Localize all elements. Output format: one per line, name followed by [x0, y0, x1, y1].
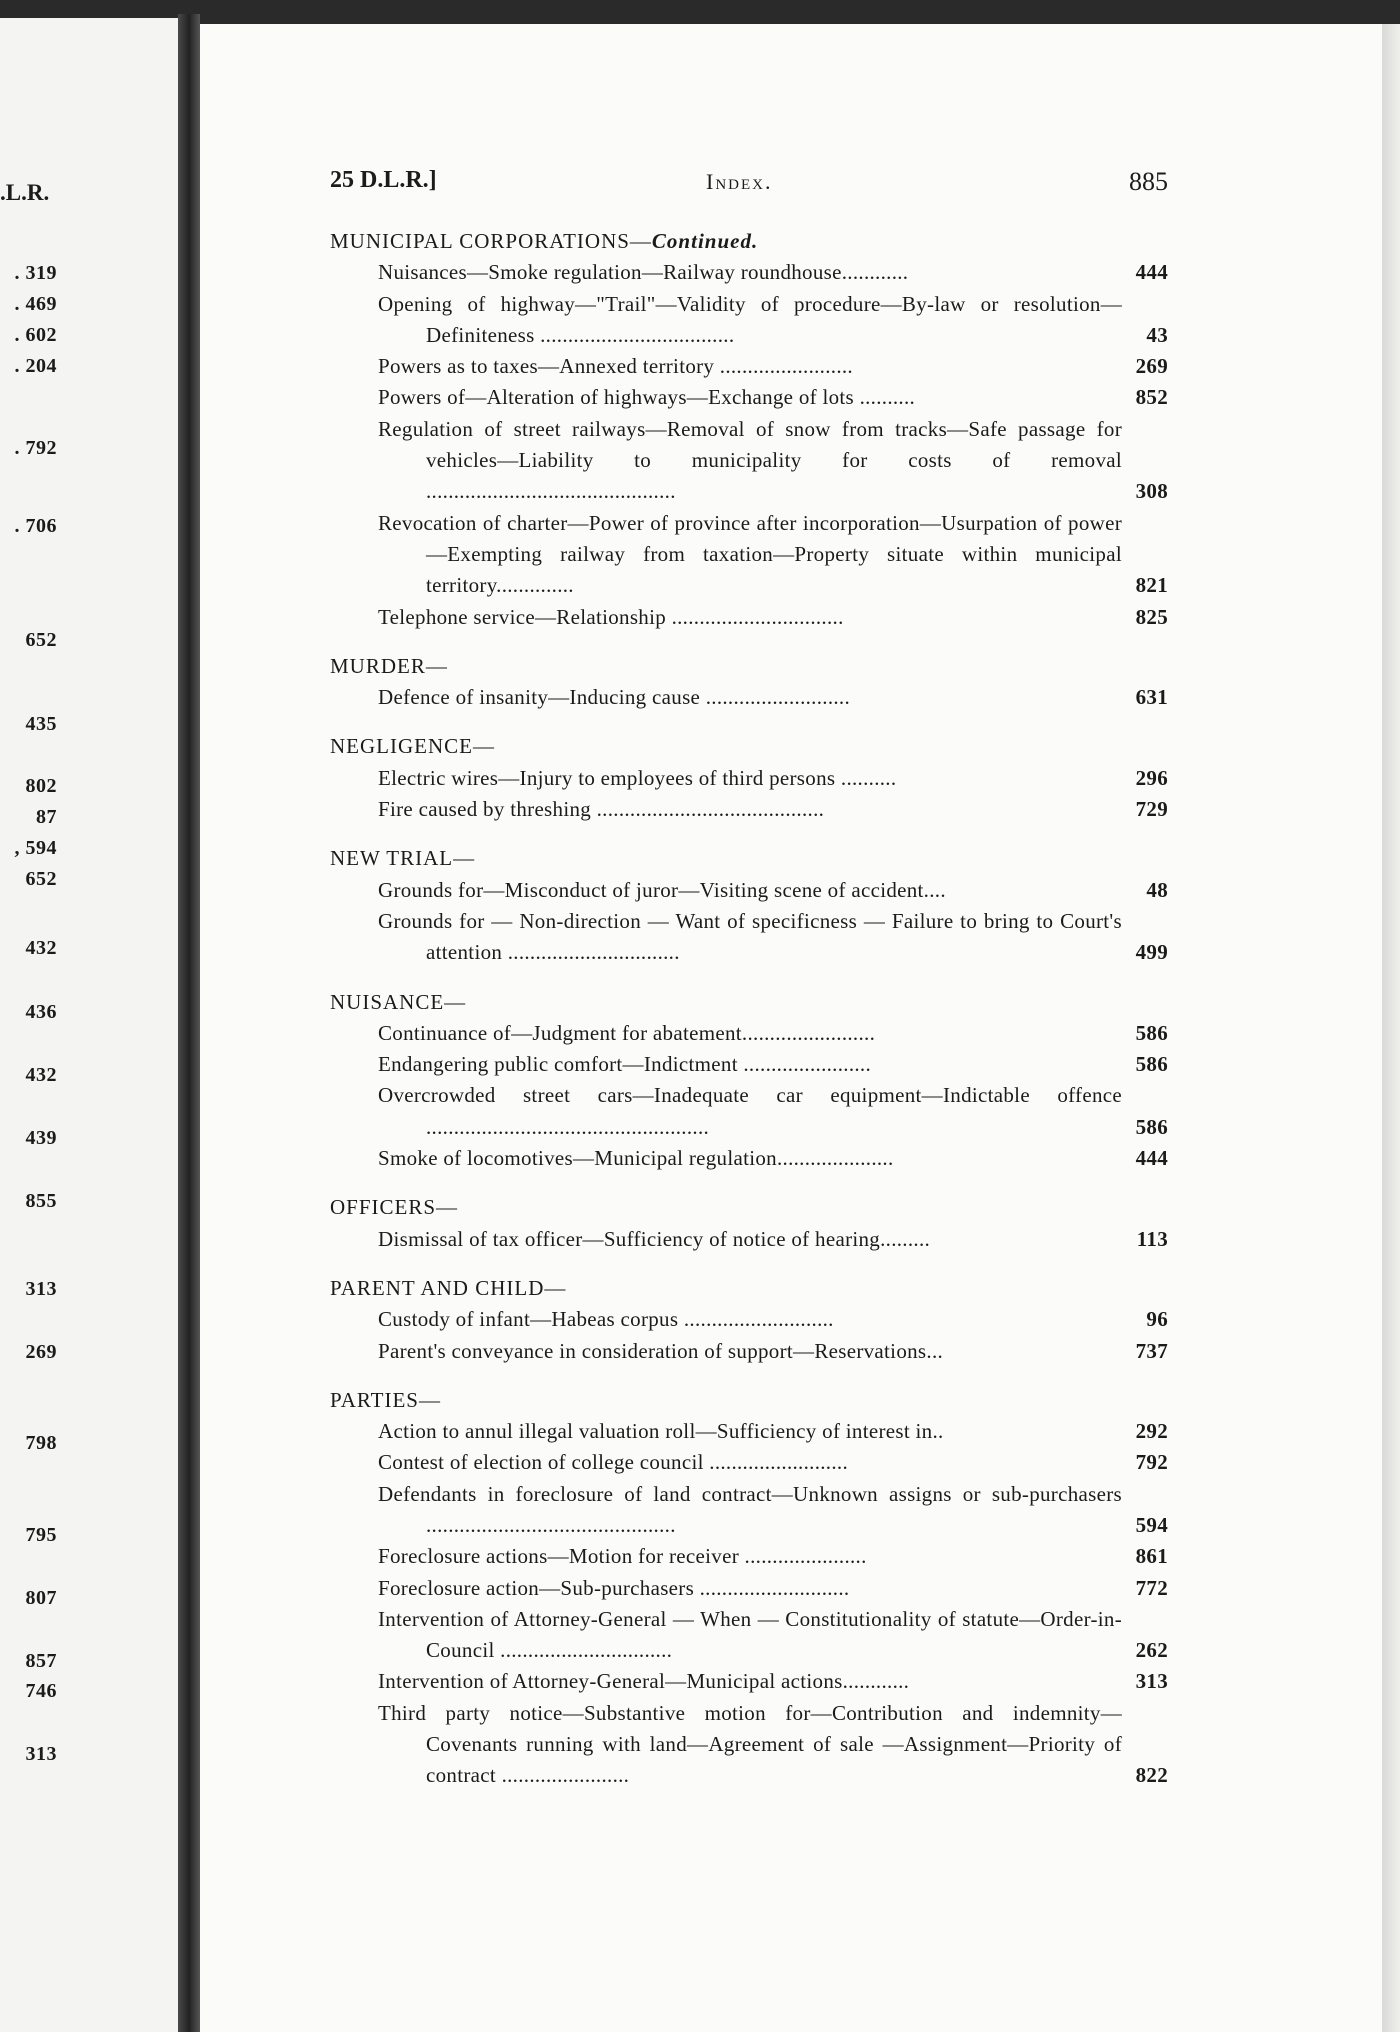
index-entry — [330, 1336, 1168, 1367]
section-heading-text: NUISANCE— — [330, 989, 467, 1014]
entry-page-reference: 586 — [1135, 1052, 1168, 1077]
index-entry — [330, 1049, 1168, 1080]
index-section — [330, 1273, 1168, 1367]
entry-page-reference: 594 — [1135, 1512, 1168, 1537]
left-page-number: 269 — [25, 1341, 57, 1363]
entry-page-reference: 113 — [1136, 1226, 1168, 1251]
left-page-number: 435 — [25, 713, 57, 735]
index-entry — [330, 875, 1168, 906]
index-entry — [330, 1666, 1168, 1697]
left-page-number: 652 — [25, 629, 57, 651]
section-heading — [330, 843, 1168, 874]
index-section — [330, 987, 1168, 1175]
entry-page-reference: 296 — [1135, 765, 1168, 790]
entry-text: Powers of—Alteration of highways—Exchange of lots .......... — [378, 385, 916, 410]
section-heading — [330, 1385, 1168, 1416]
entry-page-reference: 586 — [1135, 1114, 1168, 1139]
left-page-number: 798 — [25, 1432, 57, 1454]
entry-text: Foreclosure action—Sub-purchasers ........................... — [378, 1575, 850, 1600]
index-section — [330, 843, 1168, 968]
index-entry — [330, 794, 1168, 825]
left-page-number: . 792 — [14, 437, 57, 459]
section-heading — [330, 1273, 1168, 1304]
entry-text: Electric wires—Injury to employees of third persons .......... — [378, 765, 897, 790]
entry-page-reference: 852 — [1135, 385, 1168, 410]
index-entry — [330, 1447, 1168, 1478]
left-page-number: 439 — [25, 1127, 57, 1149]
entry-page-reference: 586 — [1135, 1020, 1168, 1045]
index-section — [330, 1385, 1168, 1792]
entry-text: Powers as to taxes—Annexed territory ........................ — [378, 354, 853, 379]
section-heading-text: MUNICIPAL CORPORATIONS— — [330, 229, 652, 253]
entry-text: Intervention of Attorney-General — When — Constitutionality of statute—Order-in-Council ............................... — [378, 1606, 1122, 1663]
entry-page-reference: 308 — [1135, 479, 1168, 504]
index-entry — [330, 763, 1168, 794]
section-heading-text: NEGLIGENCE— — [330, 734, 495, 759]
entry-text: Dismissal of tax officer—Sufficiency of notice of hearing......... — [378, 1226, 931, 1251]
section-heading — [330, 731, 1168, 762]
index-entry — [330, 1304, 1168, 1335]
entry-text: Foreclosure actions—Motion for receiver ...................... — [378, 1544, 867, 1569]
entry-page-reference: 772 — [1135, 1575, 1168, 1600]
entry-text: Action to annul illegal valuation roll—Sufficiency of interest in.. — [378, 1419, 944, 1444]
left-page-number: . 204 — [14, 355, 57, 377]
entry-text: Defence of insanity—Inducing cause .......................... — [378, 685, 851, 710]
left-page-number: 436 — [25, 1001, 57, 1023]
entry-page-reference: 822 — [1135, 1763, 1168, 1788]
section-heading-text: NEW TRIAL— — [330, 846, 476, 871]
entry-page-reference: 631 — [1135, 685, 1168, 710]
running-head-title: Index. — [706, 169, 773, 194]
entry-text: Regulation of street railways—Removal of snow from tracks—Safe passage for vehicles—Liability to municipality for costs of removal ............................................. — [378, 416, 1122, 504]
scan-top-border — [0, 0, 1400, 26]
left-page-number: 795 — [25, 1524, 57, 1546]
index-entry — [330, 1416, 1168, 1447]
entry-text: Defendants in foreclosure of land contract—Unknown assigns or sub-purchasers ............................................. — [378, 1481, 1122, 1537]
section-heading-text: PARTIES— — [330, 1387, 441, 1412]
entry-page-reference: 792 — [1135, 1450, 1168, 1475]
entry-text: Intervention of Attorney-General—Municipal actions............ — [378, 1669, 910, 1694]
index-section — [330, 1192, 1168, 1255]
running-head-volume: 25 D.L.R.] — [330, 167, 437, 193]
section-heading — [330, 226, 1168, 257]
left-page-number: 313 — [25, 1278, 57, 1300]
index-entry — [330, 351, 1168, 382]
entry-page-reference: 96 — [1146, 1307, 1168, 1332]
index-entry — [330, 414, 1168, 508]
left-page-number: 802 — [25, 775, 57, 797]
left-page-number: 432 — [25, 1064, 57, 1086]
entry-page-reference: 43 — [1146, 322, 1168, 347]
entry-page-reference: 825 — [1135, 604, 1168, 629]
index-entry — [330, 1018, 1168, 1049]
entry-text: Fire caused by threshing ......................................... — [378, 797, 825, 822]
entry-text: Custody of infant—Habeas corpus ........................... — [378, 1307, 834, 1332]
book-gutter — [178, 14, 200, 2032]
section-heading-text: OFFICERS— — [330, 1195, 459, 1220]
section-heading-text: PARENT AND CHILD— — [330, 1275, 567, 1300]
entry-page-reference: 313 — [1135, 1669, 1168, 1694]
entry-page-reference: 861 — [1135, 1544, 1168, 1569]
page-number: 885 — [1129, 167, 1168, 196]
index-entry — [330, 1080, 1168, 1143]
entry-text: Contest of election of college council ......................... — [378, 1450, 849, 1475]
entry-page-reference: 499 — [1135, 940, 1168, 965]
index-entry — [330, 602, 1168, 633]
index-entry — [330, 682, 1168, 713]
index-entry — [330, 906, 1168, 969]
index-entry — [330, 508, 1168, 602]
entry-text: Grounds for—Misconduct of juror—Visiting scene of accident.... — [378, 877, 946, 902]
left-page-number: . 602 — [14, 324, 57, 346]
entry-page-reference: 292 — [1135, 1419, 1168, 1444]
index-entry — [330, 1604, 1168, 1667]
entry-text: Opening of highway—"Trail"—Validity of procedure—By-law or resolution—Definiteness ................................... — [378, 291, 1122, 347]
section-heading — [330, 651, 1168, 682]
entry-page-reference: 821 — [1135, 573, 1168, 598]
left-page-number: 807 — [25, 1587, 57, 1609]
index-entry — [330, 289, 1168, 352]
left-page-number: , 594 — [14, 837, 57, 859]
entry-text: Endangering public comfort—Indictment ....................... — [378, 1052, 872, 1077]
entry-text: Grounds for — Non-direction — Want of specificness — Failure to bring to Court's attention ............................... — [378, 908, 1122, 965]
section-heading — [330, 987, 1168, 1018]
index-entry — [330, 1698, 1168, 1792]
left-page-header: .L.R. — [0, 180, 50, 205]
left-page-number: . 469 — [14, 293, 57, 315]
index-section — [330, 731, 1168, 825]
entry-text: Nuisances—Smoke regulation—Railway roundhouse............ — [378, 260, 909, 285]
left-page-number: 857 — [25, 1650, 57, 1672]
section-heading-text: MURDER— — [330, 653, 448, 678]
index-entry — [330, 1479, 1168, 1542]
entry-text: Smoke of locomotives—Municipal regulation..................... — [378, 1146, 894, 1171]
index-content — [330, 226, 1168, 1792]
entry-page-reference: 48 — [1146, 877, 1168, 902]
index-entry — [330, 1143, 1168, 1174]
entry-text: Continuance of—Judgment for abatement........................ — [378, 1020, 876, 1045]
page-edge — [1382, 24, 1400, 2032]
left-page-number: 313 — [25, 1743, 57, 1765]
entry-text: Overcrowded street cars—Inadequate car equipment—Indictable offence ................................................... — [378, 1083, 1122, 1139]
entry-text: Parent's conveyance in consideration of support—Reservations... — [378, 1338, 944, 1363]
entry-page-reference: 729 — [1135, 797, 1168, 822]
left-page-number: 855 — [25, 1190, 57, 1212]
index-section — [330, 226, 1168, 633]
left-page-number: 87 — [36, 806, 57, 828]
index-entry — [330, 1573, 1168, 1604]
left-page-number: . 319 — [14, 262, 57, 284]
index-entry — [330, 257, 1168, 288]
left-page-number: 652 — [25, 868, 57, 890]
left-page-number: 432 — [25, 937, 57, 959]
index-entry — [330, 382, 1168, 413]
index-entry — [330, 1224, 1168, 1255]
left-page-fragment — [0, 18, 178, 2032]
section-heading-suffix: Continued. — [651, 229, 759, 253]
entry-page-reference: 444 — [1135, 260, 1168, 285]
left-page-number: . 706 — [14, 515, 57, 537]
index-entry — [330, 1541, 1168, 1572]
entry-text: Telephone service—Relationship ............................... — [378, 604, 844, 629]
entry-text: Third party notice—Substantive motion for—Contribution and indemnity—Covenants running with land—Agreement of sale —Assignment—Priority of contract ....................... — [378, 1700, 1122, 1788]
entry-page-reference: 269 — [1135, 354, 1168, 379]
index-section — [330, 651, 1168, 714]
entry-text: Revocation of charter—Power of province after incorporation—Usurpation of power—Exempting railway from taxation—Property situate within municipal territory.............. — [378, 510, 1122, 598]
left-page-number: 746 — [25, 1680, 57, 1702]
entry-page-reference: 444 — [1135, 1146, 1168, 1171]
entry-page-reference: 262 — [1135, 1638, 1168, 1663]
section-heading — [330, 1192, 1168, 1223]
entry-page-reference: 737 — [1135, 1338, 1168, 1363]
